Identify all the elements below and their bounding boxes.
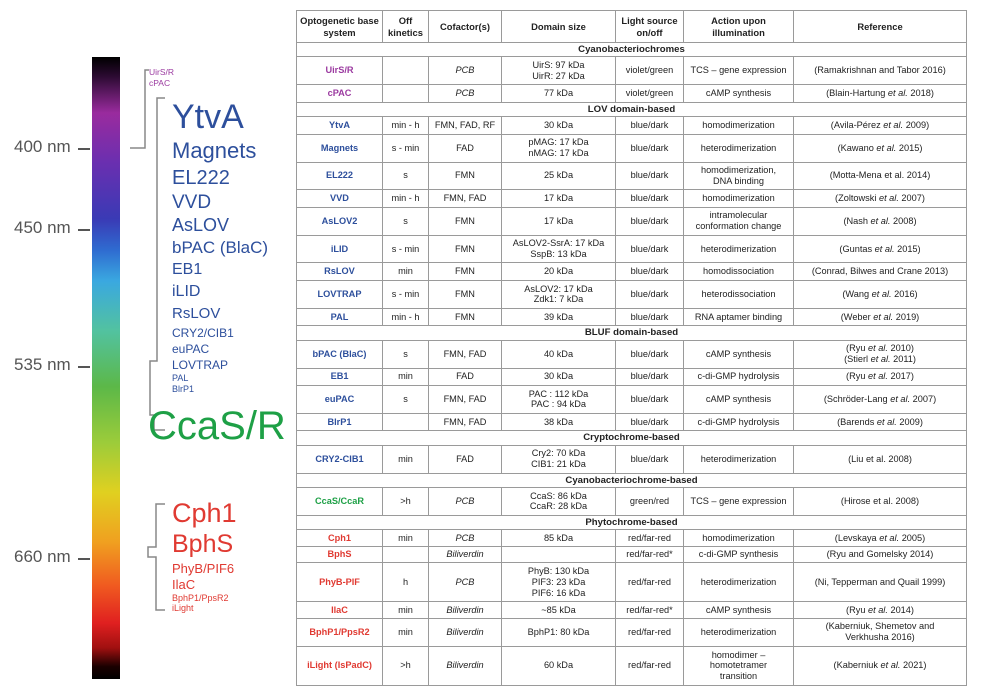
bracket-blue	[150, 98, 165, 430]
domain-size: 25 kDa	[502, 162, 616, 190]
label-eb1: EB1	[172, 261, 203, 278]
cofactor: Biliverdin	[429, 618, 502, 646]
domain-size: CcaS: 86 kDa CcaR: 28 kDa	[502, 488, 616, 516]
action: homodimer – homotetramer transition	[684, 646, 794, 685]
cofactor: Biliverdin	[429, 646, 502, 685]
domain-size: pMAG: 17 kDa nMAG: 17 kDa	[502, 134, 616, 162]
table-row	[297, 162, 967, 190]
light-source: blue/dark	[616, 308, 684, 326]
cofactor: PCB	[429, 488, 502, 516]
system-name: BphP1/PpsR2	[297, 618, 383, 646]
off-kinetics: min - h	[383, 190, 429, 208]
action: cAMP synthesis	[684, 602, 794, 618]
light-source: red/far-red	[616, 646, 684, 685]
reference: (Schröder-Lang et al. 2007)	[794, 386, 967, 414]
off-kinetics: h	[383, 563, 429, 602]
system-name: PAL	[297, 308, 383, 326]
label-bphp1: BphP1/PpsR2	[172, 593, 229, 603]
action: homodimerization	[684, 190, 794, 208]
reference: (Ryu et al. 2017)	[794, 368, 967, 386]
table-row	[297, 308, 967, 326]
label-phyb: PhyB/PIF6	[172, 561, 235, 576]
reference: (Nash et al. 2008)	[794, 207, 967, 235]
label-ccas: CcaS/R	[148, 404, 286, 448]
domain-size: UirS: 97 kDa UirR: 27 kDa	[502, 57, 616, 85]
table-row	[297, 546, 967, 562]
light-source: green/red	[616, 488, 684, 516]
action: cAMP synthesis	[684, 340, 794, 368]
table-row	[297, 413, 967, 431]
section-header: Phytochrome-based	[297, 515, 967, 529]
domain-size: 20 kDa	[502, 263, 616, 281]
tick-400	[78, 148, 90, 150]
light-source: blue/dark	[616, 368, 684, 386]
off-kinetics	[383, 85, 429, 103]
label-eupac: euPAC	[172, 342, 210, 356]
action: TCS – gene expression	[684, 57, 794, 85]
system-name: RsLOV	[297, 263, 383, 281]
action: c-di-GMP synthesis	[684, 546, 794, 562]
action: c-di-GMP hydrolysis	[684, 413, 794, 431]
light-source: blue/dark	[616, 134, 684, 162]
off-kinetics: >h	[383, 488, 429, 516]
table-row	[297, 488, 967, 516]
cofactor: FMN, FAD	[429, 413, 502, 431]
label-cph1: Cph1	[172, 498, 237, 528]
system-name: IlaC	[297, 602, 383, 618]
action: cAMP synthesis	[684, 386, 794, 414]
label-cpac: cPAC	[149, 78, 171, 88]
reference: (Kaberniuk, Shemetov and Verkhusha 2016)	[794, 618, 967, 646]
off-kinetics: s - min	[383, 134, 429, 162]
header-row	[297, 11, 967, 43]
action: heterodimerization	[684, 134, 794, 162]
light-source: blue/dark	[616, 386, 684, 414]
light-source: blue/dark	[616, 280, 684, 308]
system-name: PhyB-PIF	[297, 563, 383, 602]
off-kinetics: min	[383, 445, 429, 473]
cofactor: FMN	[429, 207, 502, 235]
label-ilac: IlaC	[172, 577, 196, 592]
domain-size: 38 kDa	[502, 413, 616, 431]
cofactor: FMN, FAD, RF	[429, 117, 502, 135]
label-rslov: RsLOV	[172, 305, 221, 322]
table-row	[297, 563, 967, 602]
off-kinetics: min	[383, 530, 429, 546]
system-name: iLight (IsPadC)	[297, 646, 383, 685]
off-kinetics	[383, 413, 429, 431]
label-pal: PAL	[172, 373, 189, 383]
wavelength-label-535: 535 nm	[14, 355, 71, 374]
system-name: Magnets	[297, 134, 383, 162]
label-el222: EL222	[172, 167, 230, 189]
off-kinetics: s - min	[383, 235, 429, 263]
cofactor: FMN	[429, 263, 502, 281]
table-row	[297, 134, 967, 162]
reference: (Weber et al. 2019)	[794, 308, 967, 326]
off-kinetics: min	[383, 263, 429, 281]
domain-size: ~85 kDa	[502, 602, 616, 618]
bracket-top	[130, 70, 149, 148]
tick-660	[78, 558, 90, 560]
light-source: blue/dark	[616, 207, 684, 235]
action: homodimerization	[684, 117, 794, 135]
system-name: YtvA	[297, 117, 383, 135]
section-header: LOV domain-based	[297, 102, 967, 116]
bracket-red	[148, 504, 165, 610]
cofactor: FAD	[429, 134, 502, 162]
reference: (Kaberniuk et al. 2021)	[794, 646, 967, 685]
table-row	[297, 117, 967, 135]
header-light-source: Light source on/off	[616, 11, 684, 43]
domain-size: 40 kDa	[502, 340, 616, 368]
cofactor: FMN	[429, 235, 502, 263]
bracket-lines	[120, 60, 180, 690]
domain-size: 39 kDa	[502, 308, 616, 326]
system-name: cPAC	[297, 85, 383, 103]
wavelength-label-450: 450 nm	[14, 218, 71, 237]
section-header: BLUF domain-based	[297, 326, 967, 340]
light-source: violet/green	[616, 57, 684, 85]
cofactor: PCB	[429, 563, 502, 602]
label-bphs: BphS	[172, 530, 234, 558]
table-row	[297, 85, 967, 103]
reference: (Liu et al. 2008)	[794, 445, 967, 473]
off-kinetics	[383, 546, 429, 562]
action: heterodimerization	[684, 445, 794, 473]
cofactor: FAD	[429, 368, 502, 386]
domain-size: 17 kDa	[502, 190, 616, 208]
off-kinetics: s	[383, 162, 429, 190]
light-source: blue/dark	[616, 445, 684, 473]
header-system: Optogenetic base system	[297, 11, 383, 43]
domain-size: 30 kDa	[502, 368, 616, 386]
cofactor: FMN	[429, 280, 502, 308]
system-name: Cph1	[297, 530, 383, 546]
reference: (Hirose et al. 2008)	[794, 488, 967, 516]
tick-535	[78, 366, 90, 368]
action: intramolecular conformation change	[684, 207, 794, 235]
reference: (Ryu et al. 2010) (Stierl et al. 2011)	[794, 340, 967, 368]
off-kinetics: s	[383, 386, 429, 414]
system-name: EL222	[297, 162, 383, 190]
table-row	[297, 618, 967, 646]
cofactor: PCB	[429, 530, 502, 546]
action: homodimerization	[684, 530, 794, 546]
system-name: BlrP1	[297, 413, 383, 431]
table-row	[297, 602, 967, 618]
cofactor: Biliverdin	[429, 546, 502, 562]
label-ilight: iLight	[172, 603, 194, 613]
action: homodimerization, DNA binding	[684, 162, 794, 190]
cofactor: FMN, FAD	[429, 386, 502, 414]
system-name: bPAC (BlaC)	[297, 340, 383, 368]
action: cAMP synthesis	[684, 85, 794, 103]
domain-size	[502, 546, 616, 562]
system-name: VVD	[297, 190, 383, 208]
table-row	[297, 646, 967, 685]
reference: (Guntas et al. 2015)	[794, 235, 967, 263]
label-magnets: Magnets	[172, 138, 257, 163]
light-source: red/far-red	[616, 530, 684, 546]
domain-size: 17 kDa	[502, 207, 616, 235]
table-row	[297, 340, 967, 368]
light-source: blue/dark	[616, 190, 684, 208]
light-source: violet/green	[616, 85, 684, 103]
label-ilid: iLID	[172, 283, 201, 300]
off-kinetics	[383, 57, 429, 85]
action: heterodissociation	[684, 280, 794, 308]
label-uirs: UirS/R	[149, 67, 175, 77]
action: TCS – gene expression	[684, 488, 794, 516]
wavelength-label-660: 660 nm	[14, 547, 71, 566]
tick-450	[78, 229, 90, 231]
label-ytva: YtvA	[172, 98, 244, 136]
reference: (Ryu and Gomelsky 2014)	[794, 546, 967, 562]
off-kinetics: s	[383, 340, 429, 368]
action: heterodimerization	[684, 618, 794, 646]
light-source: blue/dark	[616, 263, 684, 281]
reference: (Kawano et al. 2015)	[794, 134, 967, 162]
table-row	[297, 263, 967, 281]
table-row	[297, 57, 967, 85]
action: c-di-GMP hydrolysis	[684, 368, 794, 386]
cofactor: FAD	[429, 445, 502, 473]
reference: (Ryu et al. 2014)	[794, 602, 967, 618]
optogenetics-table	[296, 10, 967, 686]
table-row	[297, 445, 967, 473]
table-row	[297, 368, 967, 386]
reference: (Barends et al. 2009)	[794, 413, 967, 431]
reference: (Levskaya et al. 2005)	[794, 530, 967, 546]
cofactor: PCB	[429, 85, 502, 103]
domain-size: Cry2: 70 kDa CIB1: 21 kDa	[502, 445, 616, 473]
action: homodissociation	[684, 263, 794, 281]
table-row	[297, 530, 967, 546]
action: RNA aptamer binding	[684, 308, 794, 326]
cofactor: FMN	[429, 308, 502, 326]
label-lovtrap: LOVTRAP	[172, 358, 229, 372]
domain-size: 77 kDa	[502, 85, 616, 103]
action: heterodimerization	[684, 235, 794, 263]
system-name: CRY2-CIB1	[297, 445, 383, 473]
domain-size: AsLOV2: 17 kDa Zdk1: 7 kDa	[502, 280, 616, 308]
reference: (Wang et al. 2016)	[794, 280, 967, 308]
domain-size: PAC : 112 kDa PAC : 94 kDa	[502, 386, 616, 414]
system-name: euPAC	[297, 386, 383, 414]
cofactor: PCB	[429, 57, 502, 85]
domain-size: AsLOV2-SsrA: 17 kDa SspB: 13 kDa	[502, 235, 616, 263]
system-name: BphS	[297, 546, 383, 562]
section-header: Cryptochrome-based	[297, 431, 967, 445]
light-source: blue/dark	[616, 162, 684, 190]
header-action: Action upon illumination	[684, 11, 794, 43]
light-source: red/far-red	[616, 563, 684, 602]
system-name: LOVTRAP	[297, 280, 383, 308]
cofactor: FMN	[429, 162, 502, 190]
header-domain-size: Domain size	[502, 11, 616, 43]
domain-size: PhyB: 130 kDa PIF3: 23 kDa PIF6: 16 kDa	[502, 563, 616, 602]
header-off-kinetics: Off kinetics	[383, 11, 429, 43]
reference: (Conrad, Bilwes and Crane 2013)	[794, 263, 967, 281]
off-kinetics: min	[383, 368, 429, 386]
reference: (Zoltowski et al. 2007)	[794, 190, 967, 208]
light-source: blue/dark	[616, 117, 684, 135]
light-source: red/far-red	[616, 618, 684, 646]
table-row	[297, 207, 967, 235]
system-name: AsLOV2	[297, 207, 383, 235]
off-kinetics: min	[383, 618, 429, 646]
action: heterodimerization	[684, 563, 794, 602]
off-kinetics: s - min	[383, 280, 429, 308]
reference: (Motta-Mena et al. 2014)	[794, 162, 967, 190]
cofactor: FMN, FAD	[429, 190, 502, 208]
label-bpac: bPAC (BlaC)	[172, 238, 269, 257]
cofactor: FMN, FAD	[429, 340, 502, 368]
cofactor: Biliverdin	[429, 602, 502, 618]
off-kinetics: >h	[383, 646, 429, 685]
wavelength-label-400: 400 nm	[14, 137, 71, 156]
reference: (Ramakrishnan and Tabor 2016)	[794, 57, 967, 85]
section-header: Cyanobacteriochrome-based	[297, 473, 967, 487]
system-name: UirS/R	[297, 57, 383, 85]
header-reference: Reference	[794, 11, 967, 43]
system-name: EB1	[297, 368, 383, 386]
label-vvd: VVD	[172, 192, 212, 213]
off-kinetics: s	[383, 207, 429, 235]
light-source: red/far-red*	[616, 602, 684, 618]
reference: (Blain-Hartung et al. 2018)	[794, 85, 967, 103]
spectrum-bar	[92, 57, 120, 679]
domain-size: 30 kDa	[502, 117, 616, 135]
header-cofactor: Cofactor(s)	[429, 11, 502, 43]
domain-size: BphP1: 80 kDa	[502, 618, 616, 646]
system-name: CcaS/CcaR	[297, 488, 383, 516]
label-aslov: AsLOV	[172, 215, 230, 235]
light-source: red/far-red*	[616, 546, 684, 562]
off-kinetics: min	[383, 602, 429, 618]
table-row	[297, 190, 967, 208]
table-row	[297, 235, 967, 263]
domain-size: 85 kDa	[502, 530, 616, 546]
light-source: blue/dark	[616, 413, 684, 431]
system-name: iLID	[297, 235, 383, 263]
off-kinetics: min - h	[383, 117, 429, 135]
label-blrp1: BlrP1	[172, 384, 195, 394]
light-source: blue/dark	[616, 340, 684, 368]
section-header: Cyanobacteriochromes	[297, 43, 967, 57]
domain-size: 60 kDa	[502, 646, 616, 685]
reference: (Ni, Tepperman and Quail 1999)	[794, 563, 967, 602]
label-cry2: CRY2/CIB1	[172, 326, 234, 340]
light-source: blue/dark	[616, 235, 684, 263]
table-row	[297, 386, 967, 414]
reference: (Avila-Pérez et al. 2009)	[794, 117, 967, 135]
off-kinetics: min - h	[383, 308, 429, 326]
table-row	[297, 280, 967, 308]
